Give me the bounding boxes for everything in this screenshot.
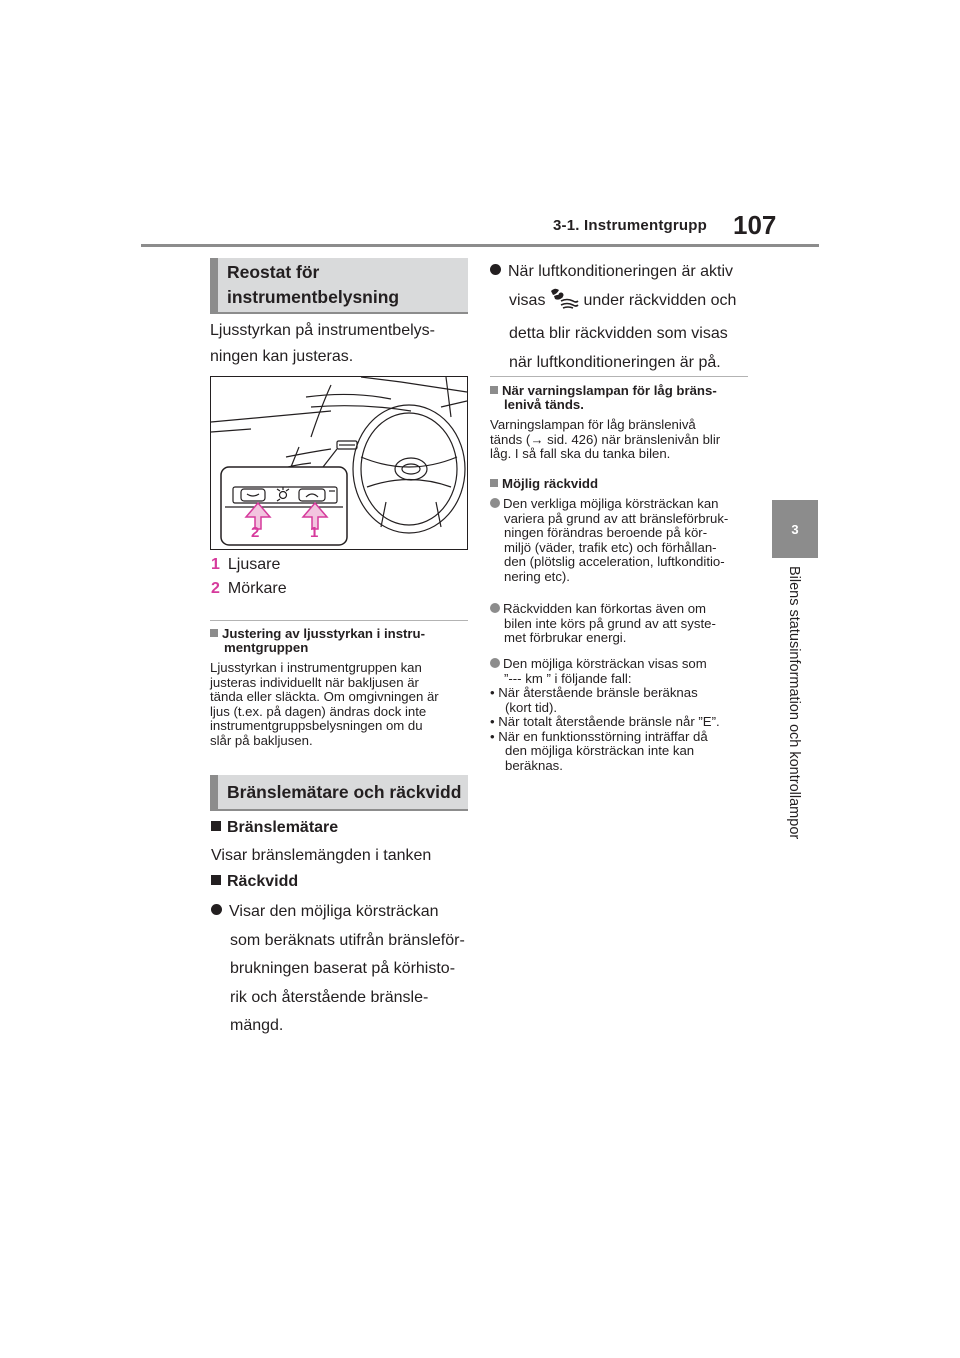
caption-item	[211, 580, 287, 598]
text-line: Justering av ljusstyrkan i instru-	[222, 626, 426, 641]
text-line: När luftkonditioneringen är aktiv	[508, 263, 734, 280]
text-line: När återstående bränsle beräknas	[498, 685, 698, 700]
bullet-dot-icon	[490, 603, 500, 613]
text-line: mentgruppen	[224, 640, 309, 655]
dash-bullet: •	[490, 728, 499, 744]
text-line: detta blir räckvidden som visas	[509, 325, 728, 342]
text-line: met förbrukar energi.	[504, 630, 627, 645]
text-line: Den verkliga möjliga körsträckan kan	[503, 496, 719, 511]
text-line: Räckvidden kan förkortas även om	[503, 601, 707, 616]
text-line: Möjlig räckvidd	[502, 476, 598, 491]
square-bullet-icon	[210, 629, 218, 637]
text-line: slår på bakljusen.	[210, 732, 313, 748]
square-bullet-icon	[211, 821, 221, 831]
header-divider	[141, 244, 819, 247]
page-number: 107	[733, 210, 777, 240]
text-line: mängd.	[230, 1017, 284, 1034]
caption-item	[211, 556, 280, 574]
note-heading-varningslampa	[490, 384, 748, 412]
text-line: lenivå tänds.	[504, 397, 584, 412]
text-line: nering etc).	[504, 568, 570, 584]
text-line: instrumentgruppsbelysningen om du	[210, 718, 423, 733]
caption-text: Ljusare	[227, 556, 281, 573]
subheading-text: Bränslemätare	[227, 819, 339, 836]
section-heading-bransle: Bränslemätare och räckvidd	[210, 775, 468, 811]
text-line: Ljusstyrkan på instrumentbelys-	[210, 322, 435, 339]
text-line: ningen kan justeras.	[210, 348, 354, 365]
text-line: ningen förändras beroende på kör-	[504, 525, 708, 540]
subheading-text: Räckvidd	[227, 873, 299, 890]
text-line: tänds (→ sid. 426) när bränslenivån blir	[490, 431, 721, 447]
note-divider	[490, 376, 748, 377]
bullet-dot-icon	[490, 498, 500, 508]
text-line: Den möjliga körsträckan visas som	[503, 656, 707, 671]
list-item	[490, 497, 752, 584]
range-bullet	[211, 898, 469, 1041]
text-line: rik och återstående bränsle-	[230, 988, 429, 1006]
text-line: När varningslampan för låg bräns-	[502, 383, 717, 398]
note-heading-justering	[210, 627, 468, 655]
dashboard-illustration	[210, 376, 468, 550]
text-line: När en funktionsstörning inträffar då	[498, 728, 708, 744]
section-header: 3-1. Instrumentgrupp	[553, 217, 708, 234]
square-bullet-icon	[490, 479, 498, 487]
text-line: brukningen baserat på körhisto-	[230, 960, 456, 977]
text-line: Ljusstyrkan i instrumentgruppen kan	[210, 660, 422, 675]
square-bullet-icon	[490, 386, 498, 394]
dashboard-drawing	[211, 377, 467, 549]
text-line: Visar den möjliga körsträckan	[229, 903, 439, 920]
intro-paragraph	[210, 318, 468, 370]
subheading-fuel	[211, 819, 338, 837]
ac-bullet	[490, 257, 750, 377]
text-line: bilen inte körs på grund av att syste-	[504, 615, 716, 631]
caption-number: 1	[211, 556, 220, 573]
list-item	[490, 602, 752, 646]
chapter-title-vertical	[786, 566, 806, 866]
text-line: justeras individuellt när bakljusen är	[210, 674, 419, 690]
text-line: den (plötslig acceleration, luftkonditio-	[504, 554, 725, 569]
section-heading-reostat	[210, 258, 468, 314]
text-line: Varningslampan för låg bränslenivå	[490, 417, 696, 432]
arrow-label-2: 2	[251, 524, 260, 541]
bullet-dot-icon	[211, 904, 222, 915]
text-fragment: under räckvidden och	[583, 292, 737, 309]
subheading-range	[211, 873, 298, 891]
text-line: ljus (t.ex. på dagen) ändras dock inte	[210, 703, 427, 719]
text-line: variera på grund av att bränsleförbruk-	[504, 510, 729, 526]
text-line: miljö (väder, trafik etc) och förhållan-	[504, 539, 717, 555]
text-line: ”--- km ” i följande fall:	[504, 670, 632, 686]
section-heading-line: instrumentbelysning	[227, 287, 400, 307]
note-divider	[210, 620, 468, 621]
sub-list-item	[490, 715, 752, 730]
caption-number: 2	[211, 580, 220, 597]
text-line: när luftkonditioneringen är på.	[509, 354, 721, 371]
bullet-dot-icon	[490, 658, 500, 668]
chapter-tab[interactable]: 3	[772, 500, 818, 558]
fan-icon	[549, 287, 579, 319]
bullet-dot-icon	[490, 264, 501, 275]
list-item	[490, 657, 752, 773]
arrow-label-1: 1	[310, 524, 319, 541]
dash-bullet: •	[490, 685, 499, 700]
section-heading-line: Reostat för	[227, 262, 320, 282]
caption-text: Mörkare	[227, 580, 287, 597]
square-bullet-icon	[211, 875, 221, 885]
text-line: som beräknats utifrån bränsleför-	[230, 931, 465, 949]
text-fragment: visas	[509, 292, 546, 309]
note-heading-mojlig-rackvidd	[490, 476, 598, 491]
text-line: När totalt återstående bränsle når ”E”.	[498, 714, 720, 729]
sub-list-item	[490, 686, 752, 701]
text-line: tända eller släckta. Om omgivningen är	[210, 689, 439, 704]
fuel-text: Visar bränslemängden i tanken	[211, 847, 432, 864]
chapter-title-text: Bilens statusinformation och kontrollampor	[786, 566, 802, 840]
sub-list-item	[490, 730, 752, 745]
dash-bullet: •	[490, 714, 499, 729]
text-line: den möjliga körsträckan inte kan	[505, 743, 695, 758]
text-line: beräknas.	[505, 757, 563, 773]
text-line: (kort tid).	[505, 699, 558, 715]
text-line: låg. I så fall ska du tanka bilen.	[490, 446, 671, 461]
note-body-justering	[210, 661, 468, 748]
note-body-varningslampa	[490, 418, 748, 462]
